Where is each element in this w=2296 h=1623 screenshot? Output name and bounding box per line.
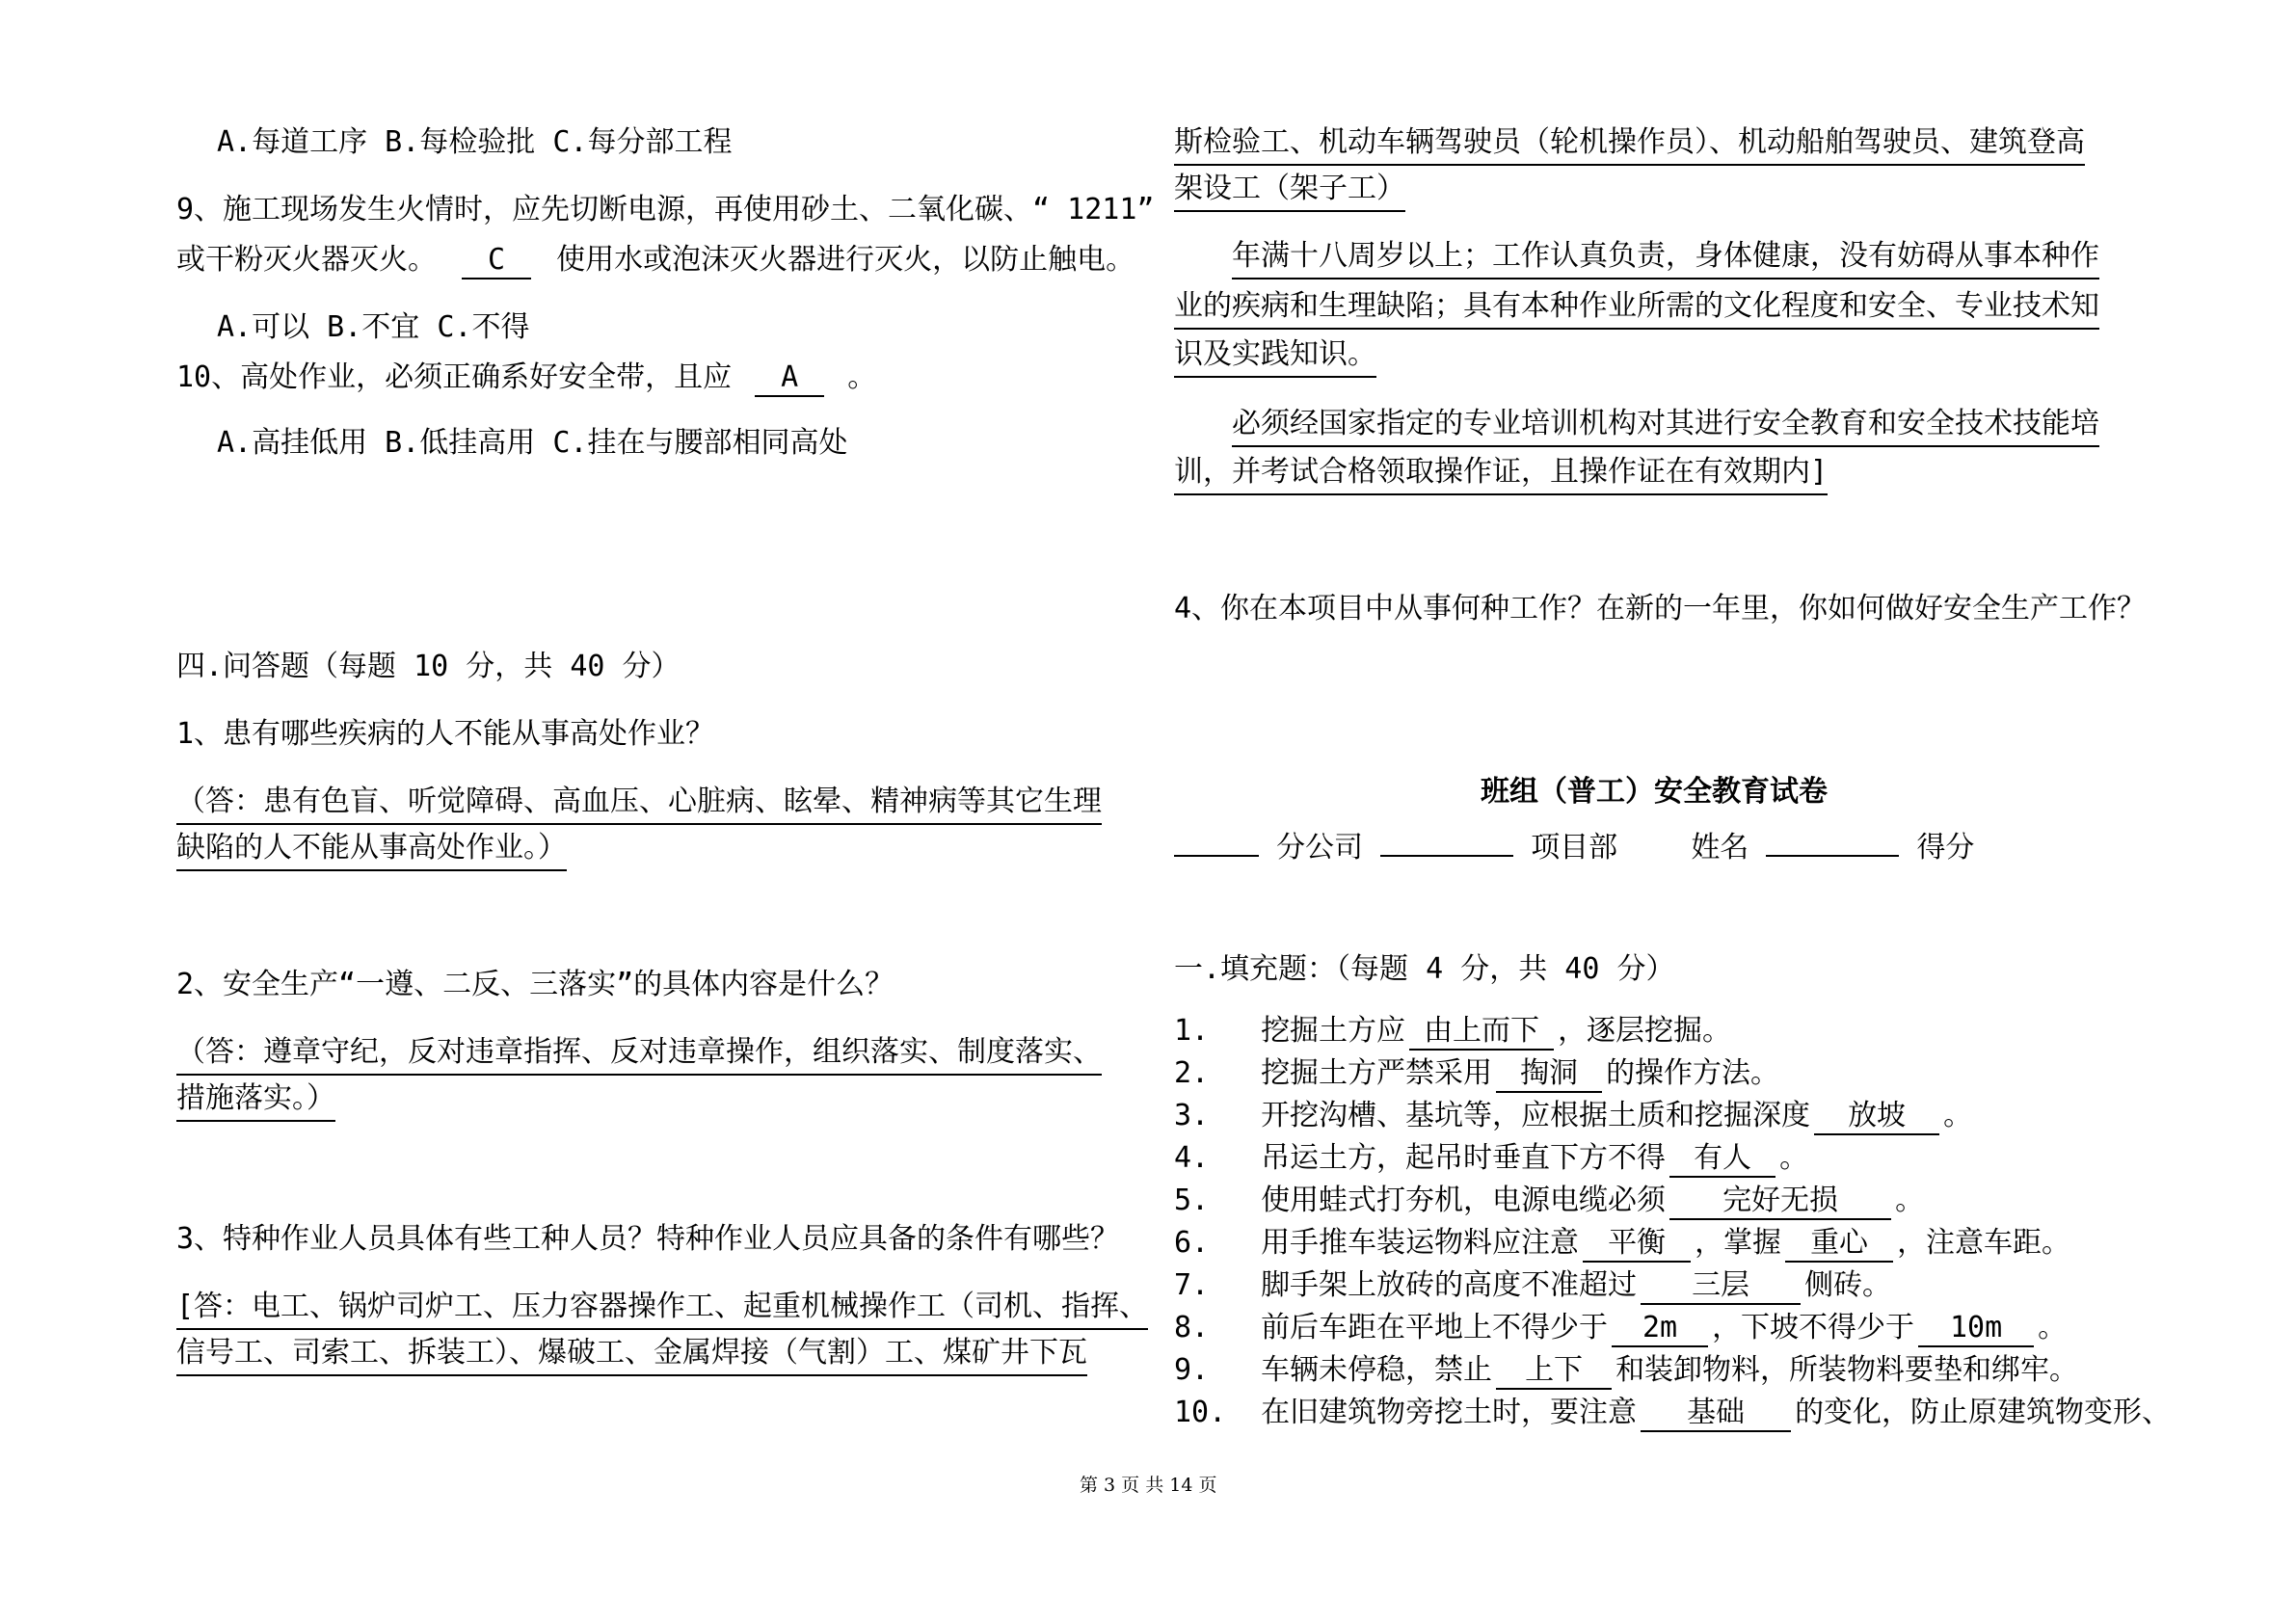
project-blank[interactable] [1380,855,1513,857]
fill-text: 。 [1943,1099,1973,1132]
fill-text: 前后车距在平地上不得少于 [1261,1311,1609,1344]
q8-options: A.每道工序 B.每检验批 C.每分部工程 [217,125,733,159]
fill-text: 开挖沟槽、基坑等，应根据土质和挖掘深度 [1261,1099,1811,1132]
fill-num: 8. [1174,1311,1210,1344]
fill-num: 7. [1174,1268,1210,1302]
qa3-answer-line5: 年满十八周岁以上；工作认真负责，身体健康，没有妨碍从事本种作 [1232,235,2099,279]
section1-title: 一.填充题：（每题 4 分，共 40 分） [1174,952,1675,986]
exam-title: 班组（普工）安全教育试卷 [1481,775,1828,809]
fill-item-7 [1174,1264,1891,1307]
fill-answer: 基础 [1641,1396,1791,1432]
qa3-answer-line2: 信号工、司索工、拆装工）、爆破工、金属焊接（气割）工、煤矿井下瓦 [176,1332,1087,1376]
fill-item-2 [1174,1052,1779,1095]
fill-item-5 [1174,1180,1924,1222]
section4-title: 四.问答题（每题 10 分，共 40 分） [176,650,681,683]
fill-answer: 上下 [1496,1353,1612,1390]
qa3-answer-line6: 业的疾病和生理缺陷；具有本种作业所需的文化程度和安全、专业技术知 [1174,285,2099,330]
qa3-answer-line1: [答：电工、锅炉司炉工、压力容器操作工、起重机械操作工（司机、指挥、 [176,1286,1148,1330]
score-label: 得分 [1916,831,1975,865]
fill-answer-2: 重心 [1785,1226,1893,1263]
q10-line [176,357,876,399]
fill-text: 车辆未停稳，禁止 [1261,1353,1493,1387]
fill-text: 。 [1895,1184,1925,1217]
fill-text: 使用蛙式打夯机，电源电缆必须 [1261,1184,1667,1217]
branch-blank[interactable] [1174,855,1259,857]
fill-text: 挖掘土方应 [1261,1014,1406,1048]
fill-text: ，下坡不得少于 [1712,1311,1915,1344]
fill-num: 10. [1174,1396,1227,1429]
fill-text: 和装卸物料，所装物料要垫和绑牢。 [1615,1353,2079,1387]
qa1-question: 1、患有哪些疾病的人不能从事高处作业？ [176,717,715,751]
fill-num: 3. [1174,1099,1210,1132]
qa1-answer-line2: 缺陷的人不能从事高处作业。） [176,827,567,871]
page-footer: 第 3 页 共 14 页 [1080,1475,1217,1496]
fill-text: 的操作方法。 [1606,1056,1780,1090]
fill-item-10 [1174,1392,2171,1434]
fill-item-6 [1174,1222,2070,1264]
q10-answer-blank: A [755,360,824,397]
qa3-answer-line8: 必须经国家指定的专业培训机构对其进行安全教育和安全技术技能培 [1232,403,2099,447]
fill-text: 。 [1779,1141,1809,1175]
fill-text: ，逐层挖掘。 [1558,1014,1732,1048]
fill-item-9 [1174,1349,2078,1392]
fill-num: 1. [1174,1014,1210,1048]
qa3-answer-line7: 识及实践知识。 [1174,333,1376,378]
q9-options: A.可以 B.不宜 C.不得 [217,310,530,344]
fill-num: 4. [1174,1141,1210,1175]
fill-answer: 掏洞 [1496,1056,1602,1093]
fill-text: 的变化，防止原建筑物变形、 [1795,1396,2172,1429]
qa2-answer-line1: （答：遵章守纪，反对违章指挥、反对违章操作，组织落实、制度落实、 [176,1031,1102,1076]
fill-text: 用手推车装运物料应注意 [1261,1226,1580,1260]
qa1-answer-line1: （答：患有色盲、听觉障碍、高血压、心脏病、眩晕、精神病等其它生理 [176,781,1102,825]
fill-answer: 三层 [1641,1268,1801,1305]
fill-answer: 平衡 [1583,1226,1691,1263]
fill-answer: 有人 [1669,1141,1775,1178]
fill-text: 在旧建筑物旁挖土时，要注意 [1261,1396,1638,1429]
fill-text: ，掌握 [1695,1226,1782,1260]
qa3-answer-line4: 架设工（架子工） [1174,168,1405,212]
fill-text: 脚手架上放砖的高度不准超过 [1261,1268,1638,1302]
fill-text: 挖掘土方严禁采用 [1261,1056,1493,1090]
fill-answer: 2m [1612,1311,1708,1347]
fill-num: 6. [1174,1226,1210,1260]
qa2-question: 2、安全生产“一遵、二反、三落实”的具体内容是什么？ [176,968,894,1001]
fill-num: 2. [1174,1056,1210,1090]
project-label: 项目部 [1531,831,1618,865]
q10-text-b: 。 [847,360,877,394]
q10-options: A.高挂低用 B.低挂高用 C.挂在与腰部相同高处 [217,426,848,460]
fill-text: 吊运土方，起吊时垂直下方不得 [1261,1141,1667,1175]
fill-answer: 放坡 [1814,1099,1939,1135]
q9-text-b: 使用水或泡沫灭火器进行灭火，以防止触电。 [556,243,1135,277]
fill-num: 5. [1174,1184,1210,1217]
name-blank[interactable] [1766,855,1899,857]
q9-line1: 9、施工现场发生火情时，应先切断电源，再使用砂土、二氧化碳、“ 1211” [176,193,1155,226]
fill-text: 。 [2038,1311,2068,1344]
qa3-answer-line9: 训，并考试合格领取操作证，且操作证在有效期内] [1174,451,1828,495]
qa4-question: 4、你在本项目中从事何种工作？在新的一年里，你如何做好安全生产工作？ [1174,592,2147,625]
fill-answer: 由上而下 [1409,1014,1554,1051]
fill-item-1 [1174,1010,1731,1052]
fill-answer-2: 10m [1918,1311,2034,1347]
q9-answer-blank: C [462,243,531,279]
fill-answer: 完好无损 [1669,1184,1891,1220]
header-fields [1174,827,1974,869]
qa2-answer-line2: 措施落实。） [176,1078,335,1122]
q10-text-a: 10、高处作业，必须正确系好安全带，且应 [176,360,733,394]
name-label: 姓名 [1691,831,1749,865]
branch-label: 分公司 [1276,831,1364,865]
qa3-answer-line3: 斯检验工、机动车辆驾驶员（轮机操作员）、机动船舶驾驶员、建筑登高 [1174,121,2085,166]
qa3-question: 3、特种作业人员具体有些工种人员？特种作业人员应具备的条件有哪些？ [176,1222,1120,1256]
fill-item-4 [1174,1137,1808,1180]
fill-text: 侧砖。 [1804,1268,1892,1302]
q9-text-a: 或干粉灭火器灭火。 [176,243,437,277]
fill-item-8 [1174,1307,2067,1349]
q9-line2 [176,239,1135,281]
fill-num: 9. [1174,1353,1210,1387]
fill-item-3 [1174,1095,1972,1137]
fill-text: ，注意车距。 [1897,1226,2071,1260]
